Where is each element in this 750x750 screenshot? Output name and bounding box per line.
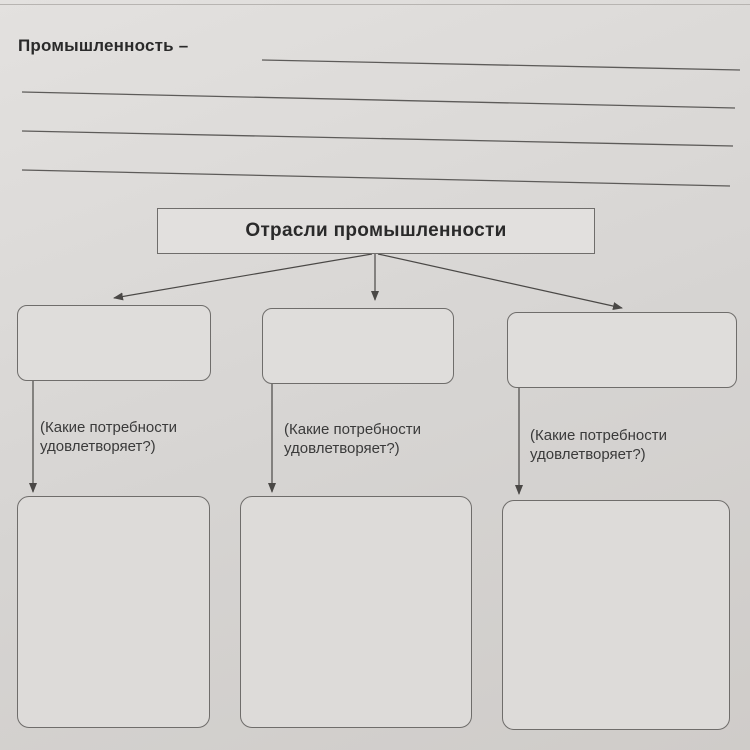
writing-line-1[interactable] bbox=[262, 60, 740, 70]
branch-question-2 bbox=[284, 420, 421, 458]
branch-box-2[interactable] bbox=[262, 308, 454, 384]
branch-question-1 bbox=[40, 418, 177, 456]
question-line-1: (Какие потребности bbox=[530, 427, 668, 444]
branch-box-3[interactable] bbox=[507, 312, 737, 388]
question-line-1: (Какие потребности bbox=[40, 419, 178, 436]
branch-box-1[interactable] bbox=[17, 305, 211, 381]
question-line-2: удовлетворяет?) bbox=[530, 446, 646, 463]
writing-line-2[interactable] bbox=[22, 92, 735, 108]
arrow-root-right bbox=[378, 254, 622, 308]
needs-box-1[interactable] bbox=[17, 496, 210, 728]
writing-line-3[interactable] bbox=[22, 131, 733, 146]
question-line-2: удовлетворяет?) bbox=[40, 438, 156, 455]
writing-line-4[interactable] bbox=[22, 170, 730, 186]
branch-question-3 bbox=[530, 426, 667, 464]
needs-box-2[interactable] bbox=[240, 496, 472, 728]
question-line-2: удовлетворяет?) bbox=[284, 440, 400, 457]
needs-box-3[interactable] bbox=[502, 500, 730, 730]
diagram-root-box bbox=[157, 208, 595, 254]
question-line-1: (Какие потребности bbox=[284, 421, 422, 438]
arrow-root-left bbox=[114, 254, 372, 298]
diagram-root-label: Отрасли промышленности bbox=[245, 220, 507, 241]
definition-term: Промышленность – bbox=[18, 36, 189, 55]
